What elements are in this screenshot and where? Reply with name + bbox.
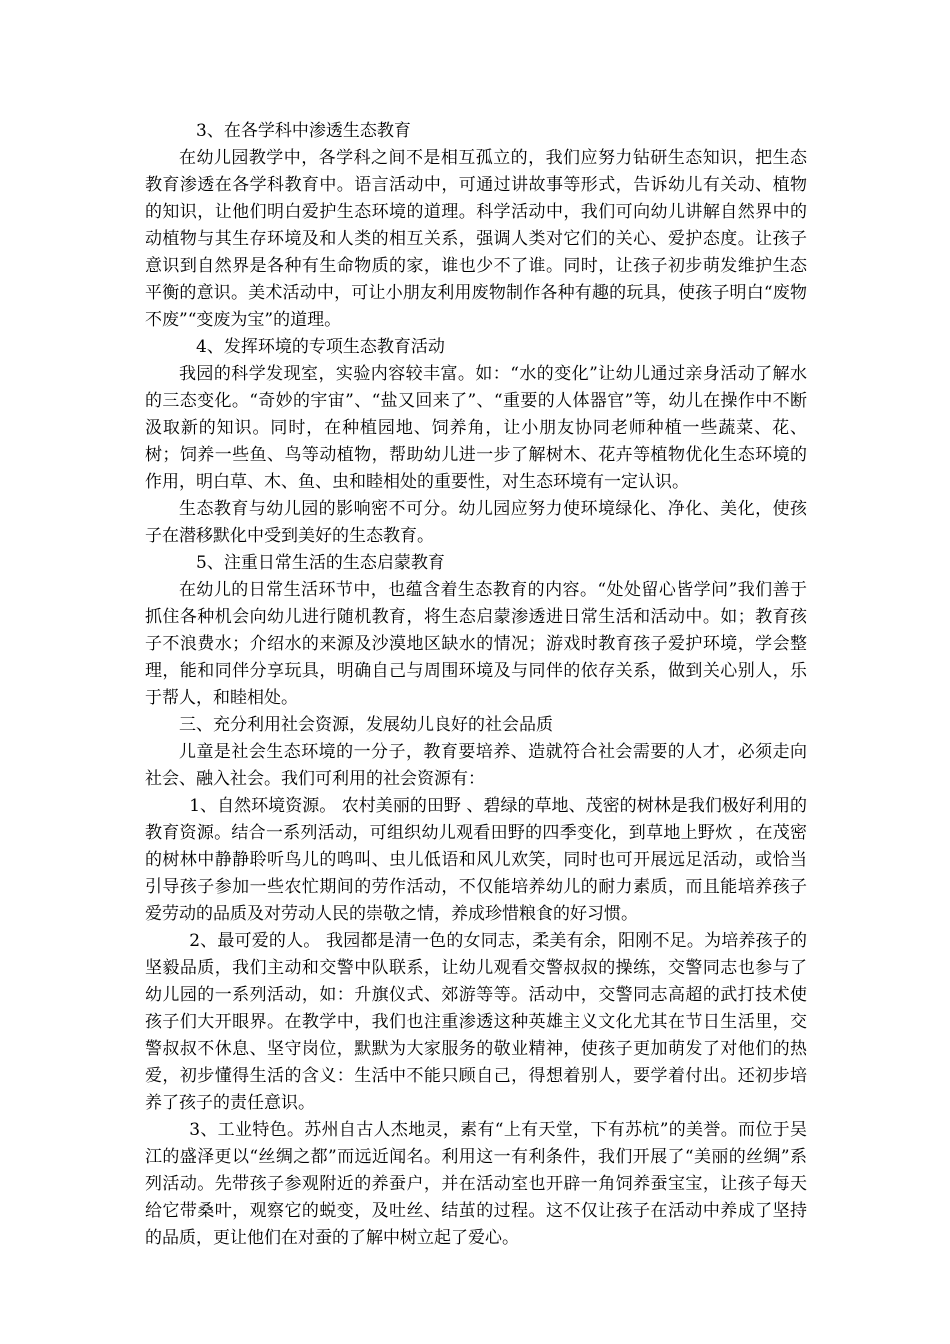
list-item-natural-resources: 1、自然环境资源。 农村美丽的田野 、碧绿的草地、茂密的树林是我们极好利用的教育资源。结合一系列活动，可组织幼儿观看田野的四季变化，到草地上野炊 ，在茂密的树林中静静聆听鸟儿的鸣叫、虫儿低语和风儿欢笑，同时也可开展远足活动，或恰当引导孩子参加一些农忙期间的劳作活动，不仅能培养幼儿的耐力素质，而且能培养孩子爱劳动的品质及对劳动人民的崇敬之情，养成珍惜粮食的好习惯。 <box>145 796 807 924</box>
section-heading-3: 3、在各学科中渗透生态教育 <box>196 121 411 141</box>
chapter-heading-3: 三、充分利用社会资源，发展幼儿良好的社会品质 <box>179 715 553 735</box>
section-heading-4: 4、发挥环境的专项生态教育活动 <box>196 337 445 357</box>
list-item-industry: 3、工业特色。苏州自古人杰地灵，素有“上有天堂，下有苏杭”的美誉。而位于吴江的盛泽更以“丝绸之都”而远近闻名。利用这一有利条件，我们开展了“美丽的丝绸”系列活动。先带孩子参观附近的养蚕户，并在活动室也开辟一角饲养蚕宝宝，让孩子每天给它带桑叶，观察它的蜕变，及吐丝、结茧的过程。这不仅让孩子在活动中养成了坚持的品质，更让他们在对蚕的了解中树立起了爱心。 <box>145 1120 807 1248</box>
document-body <box>145 118 807 1252</box>
paragraph: 儿童是社会生态环境的一分子，教育要培养、造就符合社会需要的人才，必须走向社会、融入社会。我们可利用的社会资源有： <box>145 742 807 789</box>
paragraph: 生态教育与幼儿园的影响密不可分。幼儿园应努力使环境绿化、净化、美化，使孩子在潜移默化中受到美好的生态教育。 <box>145 499 807 546</box>
paragraph: 在幼儿的日常生活环节中，也蕴含着生态教育的内容。“处处留心皆学问”我们善于抓住各种机会向幼儿进行随机教育，将生态启蒙渗透进日常生活和活动中。如；教育孩子不浪费水；介绍水的来源及沙漠地区缺水的情况；游戏时教育孩子爱护环境，学会整理，能和同伴分享玩具，明确自己与周围环境及与同伴的依存关系，做到关心别人，乐于帮人，和睦相处。 <box>145 580 807 708</box>
section-heading-5: 5、注重日常生活的生态启蒙教育 <box>196 553 445 573</box>
paragraph: 我园的科学发现室，实验内容较丰富。如：“水的变化”让幼儿通过亲身活动了解水的三态变化。“奇妙的宇宙”、“盐又回来了”、“重要的人体器官”等，幼儿在操作中不断汲取新的知识。同时，在种植园地、饲养角，让小朋友协同老师种植一些蔬菜、花、树；饲养一些鱼、鸟等动植物，帮助幼儿进一步了解树木、花卉等植物优化生态环境的作用，明白草、木、鱼、虫和睦相处的重要性，对生态环境有一定认识。 <box>145 364 807 492</box>
list-item-cutest-people: 2、最可爱的人。 我园都是清一色的女同志，柔美有余，阳刚不足。为培养孩子的坚毅品质，我们主动和交警中队联系，让幼儿观看交警叔叔的操练，交警同志也参与了幼儿园的一系列活动，如：升旗仪式、郊游等等。活动中，交警同志高超的武打技术使孩子们大开眼界。在教学中，我们也注重渗透这种英雄主义文化尤其在节日生活里，交警叔叔不休息、坚守岗位，默默为大家服务的敬业精神，使孩子更加萌发了对他们的热爱，初步懂得生活的含义：生活中不能只顾自己，得想着别人，要学着付出。还初步培养了孩子的责任意识。 <box>145 931 807 1113</box>
paragraph: 在幼儿园教学中，各学科之间不是相互孤立的，我们应努力钻研生态知识，把生态教育渗透在各学科教育中。语言活动中，可通过讲故事等形式，告诉幼儿有关动、植物的知识，让他们明白爱护生态环境的道理。科学活动中，我们可向幼儿讲解自然界中的动植物与其生存环境及和人类的相互关系，强调人类对它们的关心、爱护态度。让孩子意识到自然界是各种有生命物质的家，谁也少不了谁。同时，让孩子初步萌发维护生态平衡的意识。美术活动中，可让小朋友利用废物制作各种有趣的玩具，使孩子明白“废物不废”“变废为宝”的道理。 <box>145 148 807 330</box>
